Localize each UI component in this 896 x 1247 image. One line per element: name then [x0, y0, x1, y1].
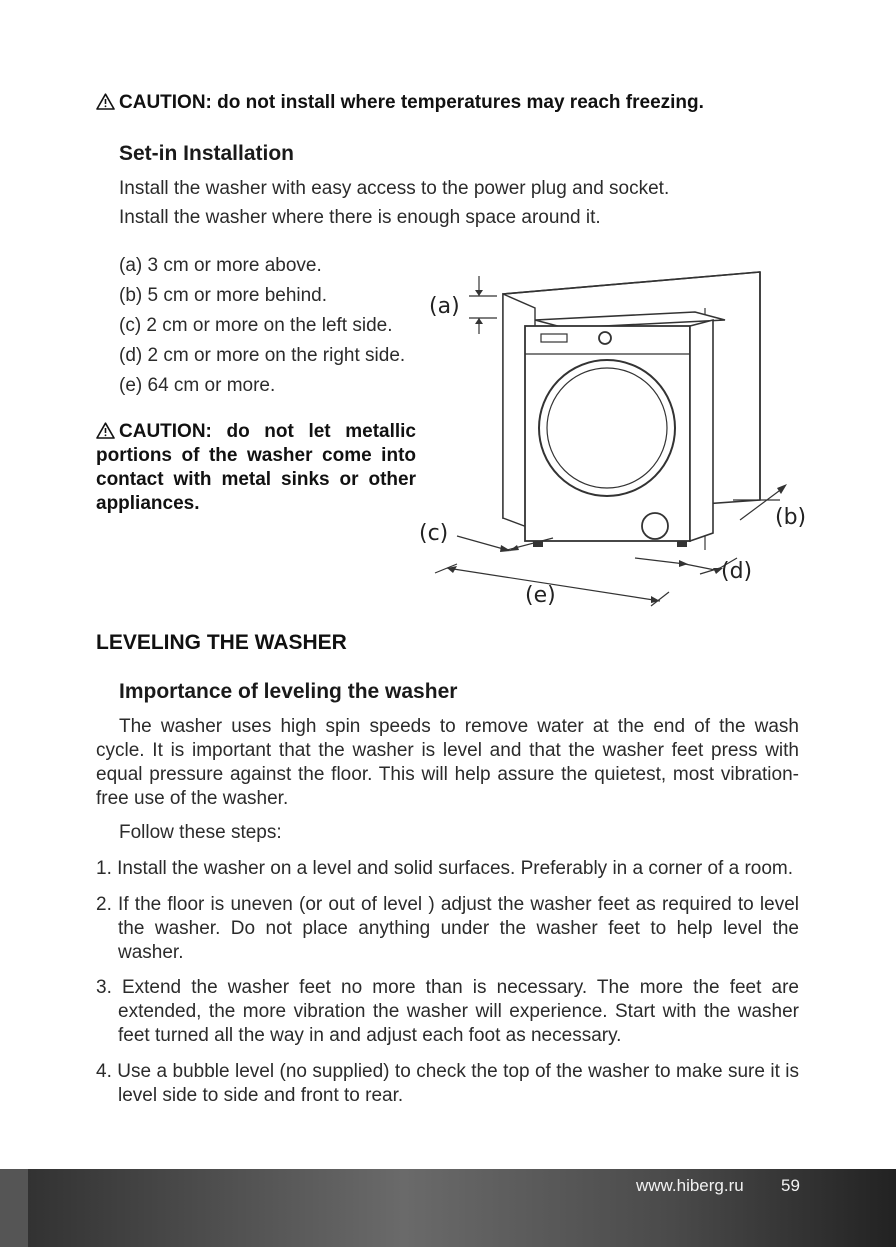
washer-installation-diagram [415, 268, 815, 613]
label-a: (a) [429, 294, 460, 319]
step-4: 4. Use a bubble level (no supplied) to check the top of the washer to make sure it is level side to side and front to rear. [96, 1061, 799, 1106]
footer-edge [0, 1169, 28, 1247]
clearance-e: (e) 64 cm or more. [119, 375, 276, 396]
warning-triangle-icon [96, 93, 115, 110]
dimension-d [635, 558, 752, 584]
caution-metal [96, 420, 416, 516]
footer-url: www.hiberg.ru [636, 1176, 744, 1195]
leveling-heading: LEVELING THE WASHER [96, 631, 347, 654]
dimension-e [435, 564, 669, 608]
caution-freezing-text: CAUTION: do not install where temperatures may reach freezing. [119, 92, 704, 113]
follow-steps: Follow these steps: [119, 822, 282, 843]
set-in-line-1: Install the washer with easy access to the power plug and socket. [119, 178, 670, 199]
footer-bar [0, 1169, 896, 1247]
set-in-heading: Set-in Installation [119, 142, 295, 165]
step-3: 3. Extend the washer feet no more than is necessary. The more the feet are extended, the more vibration the washer will experience. Start with the washer feet turned all the way in and adjust each foot as necessary. [96, 977, 799, 1046]
label-b: (b) [775, 505, 807, 530]
warning-triangle-icon [96, 422, 115, 439]
label-e: (e) [525, 583, 556, 608]
step-2: 2. If the floor is uneven (or out of level ) adjust the washer feet as required to level the washer. Do not place anything under the washer feet to help level the washer. [96, 894, 799, 963]
caution-freezing [96, 92, 816, 114]
washer [525, 312, 725, 547]
set-in-line-2: Install the washer where there is enough space around it. [119, 207, 601, 228]
step-1: 1. Install the washer on a level and solid surfaces. Preferably in a corner of a room. [96, 858, 794, 879]
clearance-list [119, 251, 405, 401]
label-d: (d) [721, 559, 753, 584]
clearance-c: (c) 2 cm or more on the left side. [119, 315, 393, 336]
clearance-d: (d) 2 cm or more on the right side. [119, 345, 406, 366]
page-number: 59 [781, 1176, 800, 1195]
label-c: (c) [419, 521, 449, 546]
leveling-paragraph: The washer uses high spin speeds to remove water at the end of the wash cycle. It is important that the washer is level and that the washer feet press with equal pressure against the floor. This will help assure the quietest, most vibration-free use of the washer. [96, 716, 799, 809]
dimension-a [429, 276, 497, 334]
clearance-a: (a) 3 cm or more above. [119, 255, 322, 276]
caution-metal-text: CAUTION: do not let metallic portions of the washer come into contact with metal sinks or other appliances. [96, 421, 416, 514]
clearance-b: (b) 5 cm or more behind. [119, 285, 328, 306]
leveling-subheading: Importance of leveling the washer [119, 680, 458, 703]
